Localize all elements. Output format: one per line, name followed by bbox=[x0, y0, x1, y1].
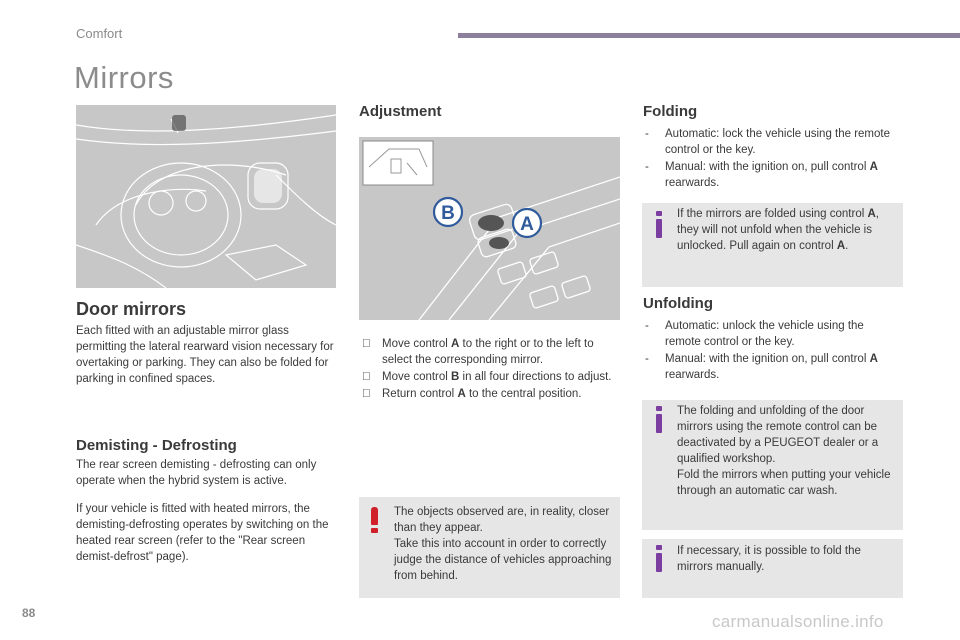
header-rule bbox=[458, 33, 960, 38]
controls-drawing bbox=[359, 137, 620, 320]
controls-illustration bbox=[359, 137, 620, 320]
adjustment-steps bbox=[360, 336, 616, 403]
page-title: Mirrors bbox=[74, 60, 174, 95]
step-bullet bbox=[362, 386, 371, 402]
label-b: B bbox=[441, 203, 455, 224]
door-mirrors-heading: Door mirrors bbox=[76, 299, 187, 319]
folding-item: - Automatic: lock the vehicle using the remote control or the key. bbox=[645, 128, 891, 156]
step-bullet bbox=[362, 336, 371, 352]
dash-mark: - bbox=[645, 161, 649, 173]
interior-drawing bbox=[76, 105, 336, 288]
door-mirrors-text: Each fitted with an adjustable mirror glass permitting the lateral rearward vision necessary for overtaking or parking. They can also be folded for parking in confined spaces. bbox=[76, 325, 334, 385]
unfolding-item: - Manual: with the ignition on, pull control A rearwards. bbox=[645, 353, 878, 381]
label-a: A bbox=[520, 214, 534, 235]
adjustment-heading: Adjustment bbox=[359, 103, 442, 120]
dash-mark: - bbox=[645, 128, 649, 140]
unfolding-info-box bbox=[642, 400, 903, 530]
adjustment-step: Return control A to the central position. bbox=[360, 386, 616, 402]
folding-info-box bbox=[642, 203, 903, 287]
demisting-text-1: The rear screen demisting - defrosting can only operate when the hybrid system is active. bbox=[76, 459, 317, 487]
unfolding-info-text: The folding and unfolding of the door mirrors using the remote control can be deactivated by a PEUGEOT dealer or a qualified workshop. Fold the mirrors when putting your vehicle through an automatic car wash. bbox=[677, 405, 891, 497]
adjustment-step: Move control A to the right or to the left to select the corresponding mirror. bbox=[360, 336, 616, 368]
step-bullet bbox=[362, 369, 371, 385]
adjustment-step: Move control B in all four directions to adjust. bbox=[360, 369, 616, 385]
info-icon bbox=[656, 545, 662, 572]
dash-mark: - bbox=[645, 320, 649, 332]
unfolding-list bbox=[643, 318, 898, 384]
interior-illustration bbox=[76, 105, 336, 288]
folding-heading: Folding bbox=[643, 103, 698, 120]
folding-item: - Manual: with the ignition on, pull control A rearwards. bbox=[645, 161, 878, 189]
folding-list bbox=[643, 126, 898, 192]
unfolding-item: - Automatic: unlock the vehicle using the remote control or the key. bbox=[645, 320, 864, 348]
demisting-heading: Demisting - Defrosting bbox=[76, 437, 237, 454]
folding-info-text: If the mirrors are folded using control A, they will not unfold when the vehicle is unlocked. Pull again on control A. bbox=[677, 208, 879, 252]
info-icon bbox=[656, 211, 662, 238]
dash-mark: - bbox=[645, 353, 649, 365]
warning-icon bbox=[371, 507, 379, 533]
info-icon bbox=[656, 406, 662, 433]
manual-fold-info-text: If necessary, it is possible to fold the mirrors manually. bbox=[677, 545, 861, 573]
warning-text: The objects observed are, in reality, closer than they appear. Take this into account in order to correctly judge the distance of vehicles approaching from behind. bbox=[394, 506, 612, 582]
page-number: 88 bbox=[22, 606, 36, 620]
manual-fold-info-box bbox=[642, 539, 903, 598]
mirror-glass-shape bbox=[254, 169, 282, 203]
section-label: Comfort bbox=[76, 26, 123, 41]
watermark: carmanualsonline.info bbox=[712, 612, 884, 631]
warning-box bbox=[359, 497, 620, 598]
unfolding-heading: Unfolding bbox=[643, 295, 713, 312]
demisting-text-2: If your vehicle is fitted with heated mirrors, the demisting-defrosting operates by switching on the heated rear screen (refer to the "Rear screen demist-defrost" page). bbox=[76, 503, 329, 563]
